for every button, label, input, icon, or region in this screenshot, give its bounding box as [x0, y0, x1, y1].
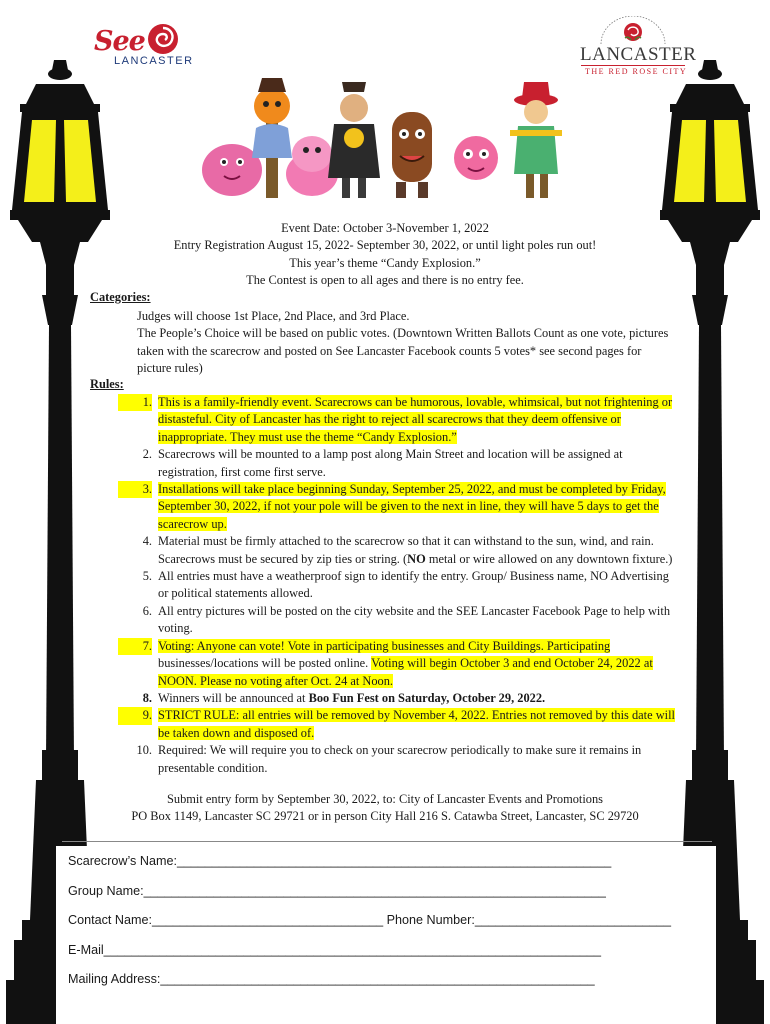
rule-number: 8. [142, 690, 152, 705]
rule-item [118, 533, 678, 568]
rule-item [118, 742, 678, 777]
rule-text: All entries must have a weatherproof sign to identify the entry. Group/ Business name, NO Advertising or political statements allowed. [158, 569, 669, 601]
rule-text-bold: NO [407, 551, 426, 566]
rule-text-highlight: Voting: Anyone can vote! Vote in participating businesses and City Buildings. Participating [158, 638, 611, 653]
submit-line-2: PO Box 1149, Lancaster SC 29721 or in person City Hall 216 S. Catawba Street, Lancaster, SC 29720 [131, 809, 639, 824]
email-field[interactable]: E-Mail_______________________________________________________________________ [68, 943, 601, 957]
rose-arc-icon [595, 16, 671, 46]
rule-number: 4. [142, 534, 152, 549]
rose-icon [146, 22, 180, 56]
theme-line: This year’s theme “Candy Explosion.” [289, 255, 481, 270]
categories-body [137, 308, 677, 378]
categories-peoples-choice: The People’s Choice will be based on public votes. (Downtown Written Ballots Count as one vote, pictures taken with the scarecrow and posted on See Lancaster Facebook counts 5 votes* see second pages for picture rules) [137, 326, 669, 376]
candy-bar-character [392, 112, 432, 198]
city-logo-tagline: THE RED ROSE CITY [585, 67, 688, 76]
rule-text: All entry pictures will be posted on the city website and the SEE Lancaster Facebook Page to help with voting. [158, 603, 671, 636]
rule-item [118, 690, 678, 707]
rule-text: This is a family-friendly event. Scarecrows can be humorous, lovable, whimsical, but not frightening or distasteful. City of Lancaster has the right to reject all scarecrows that they deem offensive or inappropriate. They must use the theme “Candy Explosion.” [158, 395, 673, 444]
rule-number: 3. [118, 481, 152, 498]
rule-text: Material must be firmly attached to the scarecrow so that it can withstand to the sun, wind, and rain. Scarecrows must be secured by zip ties or string. ( [158, 534, 654, 566]
rule-text: Winners will be announced at [158, 690, 309, 705]
rule-text: STRICT RULE: all entries will be removed by November 4, 2022. Entries not removed by this date will be taken down and disposed of. [158, 708, 675, 740]
rules-list [118, 394, 678, 777]
event-header [100, 220, 670, 290]
rule-item [118, 638, 678, 690]
rule-number: 1. [118, 394, 152, 411]
rule-text: Scarecrows will be mounted to a lamp post along Main Street and location will be assigned at registration, first come first serve. [158, 447, 623, 479]
rule-text-highlight: Voting will begin October 3 and end October 24, 2022 at NOON. Please no voting after Oct. 24 at Noon. [158, 656, 653, 688]
rule-number: 2. [142, 447, 152, 462]
mailing-address-field[interactable]: Mailing Address:______________________________________________________________ [68, 972, 595, 986]
see-logo-subtitle: LANCASTER [114, 55, 194, 67]
city-logo-name: LANCASTER [580, 44, 697, 65]
scarecrow-name-field[interactable]: Scarecrow’s Name:______________________________________________________________ [68, 854, 612, 868]
rule-number: 6. [142, 603, 152, 618]
rule-number: 9. [118, 707, 152, 724]
rule-item [118, 707, 678, 742]
open-to-all-line: The Contest is open to all ages and there is no entry fee. [246, 273, 524, 288]
red-hat-scarecrow [510, 82, 562, 198]
rule-item [118, 446, 678, 481]
rule-item [118, 568, 678, 603]
rule-item [118, 394, 678, 446]
form-divider [62, 841, 712, 842]
rules-heading: Rules: [90, 377, 124, 391]
event-date: Event Date: October 3-November 1, 2022 [281, 221, 489, 235]
categories-judges: Judges will choose 1st Place, 2nd Place, and 3rd Place. [137, 309, 410, 323]
rule-text: Required: We will require you to check on your scarecrow periodically to make sure it remains in presentable condition. [158, 743, 642, 775]
see-logo-word: See [94, 26, 145, 57]
categories-heading: Categories: [90, 290, 151, 304]
submit-line-1: Submit entry form by September 30, 2022, to: City of Lancaster Events and Promotions [166, 792, 604, 806]
rule-text: Installations will take place beginning Sunday, September 25, 2022, and must be completed by Friday, September 30, 2022, if not your pole will be given to the next in line, they will have 5 days to get the scarecrow up. [158, 482, 666, 531]
rule-text-plain: businesses/locations will be posted online. [158, 656, 369, 671]
scarecrow-characters-illustration [196, 78, 568, 204]
rule-number: 10. [136, 743, 152, 758]
rule-item [118, 481, 678, 533]
entry-form [56, 846, 716, 1024]
rule-number: 7. [118, 638, 152, 655]
rule-number: 5. [142, 569, 152, 584]
group-name-field[interactable]: Group Name:__________________________________________________________________ [68, 884, 606, 898]
round-candy-character [454, 136, 498, 180]
rule-text-bold: Boo Fun Fest on Saturday, October 29, 2022. [308, 690, 546, 705]
submit-info [60, 791, 710, 826]
rule-text-cont: metal or wire allowed on any downtown fixture.) [425, 551, 673, 566]
contact-phone-field[interactable]: Contact Name:_________________________________ Phone Number:____________________________ [68, 913, 671, 927]
entry-registration: Entry Registration August 15, 2022- September 30, 2022, or until light poles run out! [173, 238, 597, 253]
rule-item [118, 603, 678, 638]
